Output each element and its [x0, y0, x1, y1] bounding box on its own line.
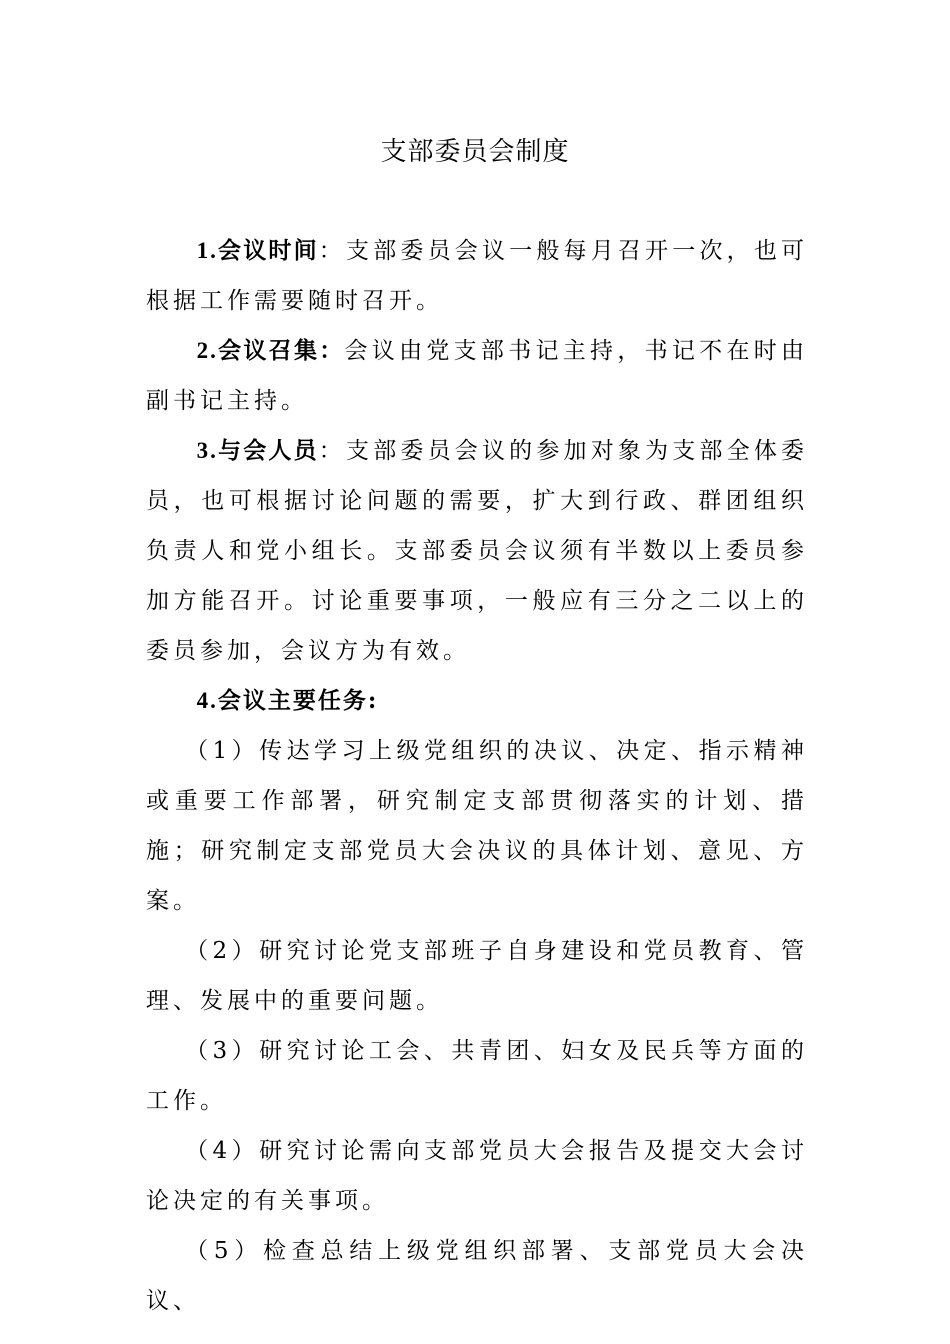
section-heading [197, 337, 345, 364]
task-item: （3）研究讨论工会、共青团、妇女及民兵等方面的工作。 [146, 1038, 808, 1114]
task-item: （5）检查总结上级党组织部署、支部党员大会决议、 [146, 1238, 808, 1314]
section-text: 支部委员会议的参加对象为支部全体委员，也可根据讨论问题的需要，扩大到行政、群团组织负责人和党小组长。支部委员会议须有半数以上委员参加方能召开。讨论重要事项，一般应有三分之二以上的委员参加，会议方为有效。 [146, 438, 809, 664]
section-separator: : [367, 687, 379, 714]
task-item: （4）研究讨论需向支部党员大会报告及提交大会讨论决定的有关事项。 [146, 1138, 808, 1214]
section-number: 4. [196, 688, 218, 713]
section-separator: ： [318, 238, 346, 264]
section-attendees [146, 426, 808, 676]
section-heading [197, 437, 319, 464]
section-heading [197, 237, 319, 264]
section-heading-text: 会议主要任务 [217, 687, 368, 714]
task-item: （1）传达学习上级党组织的决议、决定、指示精神或重要工作部署，研究制定支部贯彻落实的计划、措施；研究制定支部党员大会决议的具体计划、意见、方案。 [146, 738, 808, 914]
section-separator: ： [319, 337, 345, 364]
document-body [146, 226, 808, 1326]
section-heading-text: 与会人员 [217, 437, 319, 464]
section-heading-text: 会议时间 [217, 237, 319, 264]
task-item: （2）研究讨论党支部班子自身建设和党员教育、管理、发展中的重要问题。 [146, 938, 808, 1014]
document-title: 支部委员会制度 [380, 137, 570, 167]
section-main-tasks [146, 676, 808, 726]
section-heading-text: 会议召集 [217, 337, 320, 364]
section-number: 3. [196, 438, 218, 463]
section-number: 2. [196, 338, 218, 363]
section-number: 1. [196, 238, 218, 263]
section-meeting-convening [146, 326, 808, 426]
section-meeting-time [146, 226, 808, 326]
section-heading [197, 687, 379, 714]
section-text: 支部委员会议一般每月召开一次，也可根据工作需要随时召开。 [146, 238, 809, 314]
section-separator: ： [318, 438, 346, 464]
section-text: 会议由党支部书记主持，书记不在时由副书记主持。 [146, 338, 809, 414]
